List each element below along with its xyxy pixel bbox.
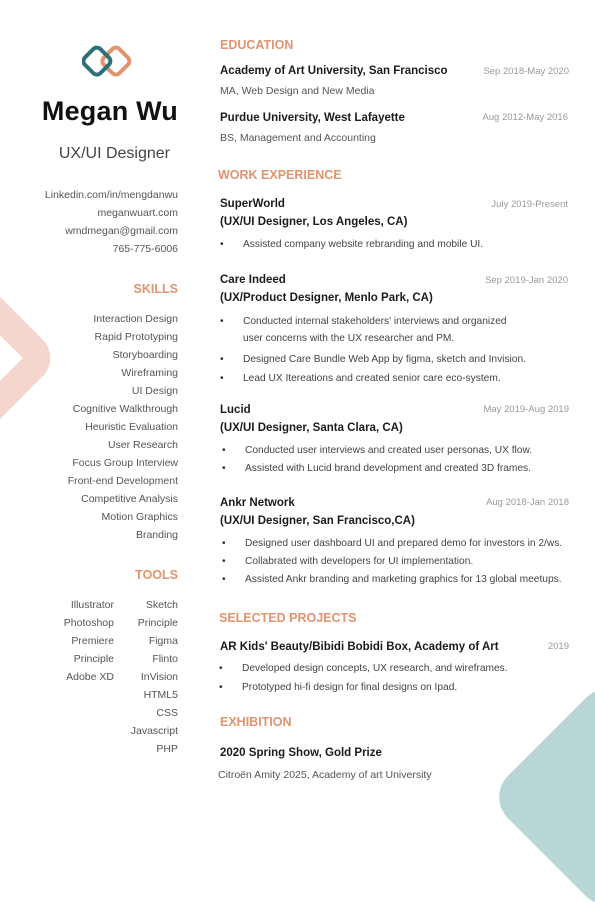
person-name: Megan Wu (41, 96, 178, 126)
exhibition-title: 2020 Spring Show, Gold Prize (220, 747, 382, 759)
exhibition-heading: EXHIBITION (220, 715, 292, 729)
work-heading: WORK EXPERIENCE (218, 168, 342, 182)
education-degree: BS, Management and Accounting (220, 132, 376, 144)
contact-email[interactable]: wmdmegan@gmail.com (65, 225, 178, 237)
work-company: Ankr Network (220, 497, 295, 509)
tool-item: Principle (73, 653, 114, 665)
contact-linkedin[interactable]: Linkedin.com/in/mengdanwu (44, 189, 178, 201)
work-date: July 2019-Present (491, 199, 568, 210)
skill-item: Cognitive Walkthrough (72, 403, 178, 415)
work-bullet: • Assisted company website rebranding and mobile UI. (243, 239, 483, 250)
tool-item: InVision (140, 671, 178, 683)
work-date: May 2019-Aug 2019 (483, 404, 569, 415)
skills-heading: SKILLS (133, 282, 178, 296)
skill-item: Heuristic Evaluation (85, 421, 178, 433)
tool-item: CSS (156, 707, 178, 719)
education-date: Aug 2012-May 2016 (482, 112, 568, 123)
tool-item: Javascript (130, 725, 178, 737)
skill-item: Rapid Prototyping (94, 331, 178, 343)
work-bullet: • Assisted with Lucid brand development and created 3D frames. (245, 463, 531, 474)
work-bullet: • Conducted internal stakeholders' interviews and organized (243, 316, 507, 327)
work-role: (UX/UI Designer, Los Angeles, CA) (220, 216, 408, 228)
skill-item: Focus Group Interview (72, 457, 178, 469)
skill-item: Branding (135, 529, 178, 541)
skill-item: UI Design (131, 385, 178, 397)
work-bullet: • Lead UX Itereations and created senior care eco-system. (243, 373, 501, 384)
logo-icon (82, 42, 144, 82)
work-bullet: • Designed user dashboard UI and prepared demo for investors in 2/ws. (245, 538, 562, 549)
person-title: UX/UI Designer (58, 145, 170, 162)
education-heading: EDUCATION (220, 38, 294, 52)
project-title: AR Kids' Beauty/Bibidi Bobidi Box, Academy of Art (220, 641, 499, 653)
decorative-diamond-filled (487, 677, 595, 917)
work-role: (UX/Product Designer, Menlo Park, CA) (220, 292, 433, 304)
tool-item: Photoshop (63, 617, 114, 629)
tool-item: Principle (137, 617, 178, 629)
project-bullet: • Prototyped hi-fi design for final designs on Ipad. (242, 682, 457, 693)
skill-item: Storyboarding (112, 349, 178, 361)
work-role: (UX/UI Designer, Santa Clara, CA) (220, 422, 403, 434)
skill-item: Competitive Analysis (81, 493, 178, 505)
tool-item: Sketch (145, 599, 178, 611)
tool-item: PHP (156, 743, 178, 755)
work-bullet: • Conducted user interviews and created user personas, UX flow. (245, 445, 532, 456)
work-company: SuperWorld (220, 198, 285, 210)
work-company: Lucid (220, 404, 251, 416)
projects-heading: SELECTED PROJECTS (219, 611, 357, 625)
education-degree: MA, Web Design and New Media (220, 85, 375, 97)
skill-item: User Research (107, 439, 178, 451)
education-date: Sep 2018-May 2020 (483, 66, 569, 77)
tool-item: Premiere (71, 635, 114, 647)
contact-website[interactable]: meganwuart.com (97, 207, 178, 219)
work-company: Care Indeed (220, 274, 286, 286)
education-school: Purdue University, West Lafayette (220, 112, 405, 124)
work-date: Sep 2019-Jan 2020 (485, 275, 568, 286)
work-bullet: • Collabrated with developers for UI implementation. (245, 556, 473, 567)
education-school: Academy of Art University, San Francisco (220, 65, 448, 77)
work-bullet: • Assisted Ankr branding and marketing graphics for 13 global meetups. (245, 574, 562, 585)
work-bullet-continuation: user concerns with the UX researcher and PM. (243, 333, 455, 344)
project-date: 2019 (547, 641, 569, 652)
tool-item: Figma (148, 635, 178, 647)
exhibition-detail: Citroën Amity 2025, Academy of art University (218, 769, 432, 781)
tool-item: Illustrator (70, 599, 114, 611)
work-date: Aug 2018-Jan 2018 (486, 497, 569, 508)
work-bullet: • Designed Care Bundle Web App by figma, sketch and Invision. (243, 354, 526, 365)
tool-item: Flinto (152, 653, 178, 665)
skill-item: Front-end Development (67, 475, 178, 487)
work-role: (UX/UI Designer, San Francisco,CA) (220, 515, 415, 527)
skill-item: Motion Graphics (101, 511, 178, 523)
tool-item: Adobe XD (66, 671, 114, 683)
contact-phone: 765-775-6006 (112, 243, 178, 255)
project-bullet: • Developed design concepts, UX research, and wireframes. (242, 663, 508, 674)
tool-item: HTML5 (143, 689, 178, 701)
skill-item: Interaction Design (93, 313, 178, 325)
tools-heading: TOOLS (135, 568, 178, 582)
skill-item: Wireframing (121, 367, 178, 379)
